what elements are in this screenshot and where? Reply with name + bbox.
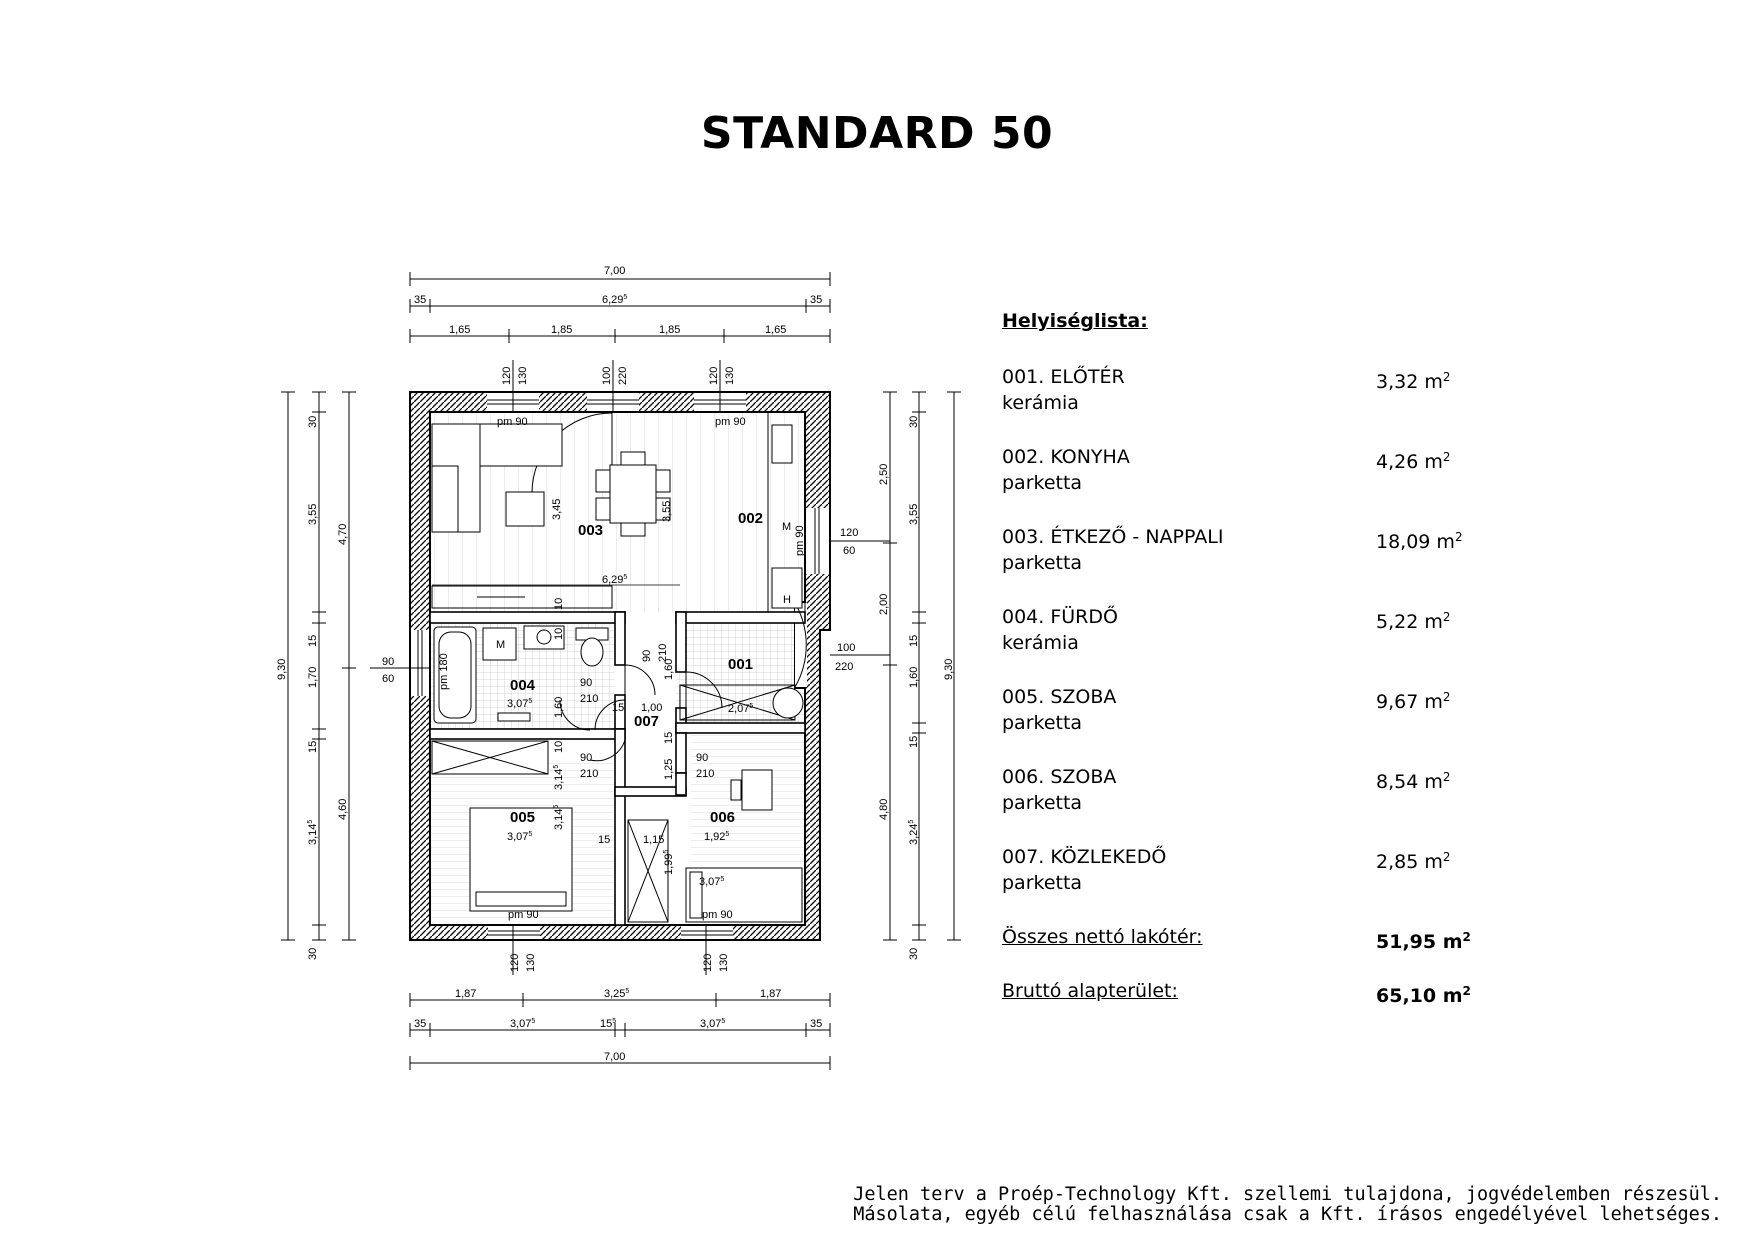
door-006-width: 90 (696, 752, 709, 764)
win-side-h: 60 (843, 545, 856, 557)
dim-right-seg-2: 3,55 (908, 503, 920, 525)
door-entry-h: 220 (835, 661, 854, 673)
room-entry (1002, 844, 1522, 924)
room-entry (1002, 364, 1522, 444)
dim-bottom-wall-r: 35 (810, 1018, 823, 1030)
dim-top-seg-4: 1,65 (765, 324, 787, 336)
dim-bottom-wall-l: 35 (414, 1018, 427, 1030)
dim-door-wall-a: 15 (598, 834, 611, 846)
door-main-w: 100 (601, 366, 613, 385)
door-001-width: 90 (641, 649, 653, 662)
win-1-h: 130 (517, 366, 529, 385)
win-bath-w: 90 (382, 656, 395, 668)
copyright-notice (853, 1185, 1722, 1225)
net-area-label: Összes nettó lakótér: (1002, 926, 1203, 948)
tag-m-b: M (782, 521, 792, 533)
dim-left-seg-6: 3,14$^5$ (307, 819, 319, 845)
door-main-h: 220 (617, 366, 629, 385)
room-floor: kerámia (1002, 632, 1079, 654)
room-number-005: 005 (510, 809, 536, 826)
dim-001-width: 2,07$^5$ (728, 703, 754, 715)
room-number-007: 007 (634, 713, 660, 730)
net-area-value: 51,95 $m^2$ (1376, 930, 1471, 953)
room-name: 004. FÜRDŐ (1002, 606, 1118, 628)
door-entry-w: 100 (837, 642, 856, 654)
dim-top-wall-r: 35 (810, 294, 823, 306)
tag-m-a: M (496, 639, 506, 651)
dim-left-seg-4: 1,70 (307, 666, 319, 688)
tag-pm90-d: pm 90 (702, 909, 733, 921)
dim-left-seg-3: 15 (307, 634, 319, 647)
dim-door-wall-c: 15 (663, 731, 675, 744)
dim-door-wall-b: 15 (612, 702, 625, 714)
room-floor: parketta (1002, 712, 1083, 734)
room-floor: parketta (1002, 472, 1083, 494)
tag-pm90-e: pm 90 (794, 525, 806, 556)
dim-004-width: 3,07$^5$ (507, 698, 533, 710)
room-area: 8,54 $m^2$ (1376, 770, 1451, 793)
room-number-006: 006 (710, 809, 736, 826)
dim-006-bed: 3,07$^5$ (699, 876, 725, 888)
room-area: 3,32 $m^2$ (1376, 370, 1451, 393)
dim-corridor-depth-2: 3,14$^5$ (553, 764, 565, 790)
tag-pm90-b: pm 90 (715, 416, 746, 428)
room-name: 005. SZOBA (1002, 686, 1117, 708)
dim-right-room-3: 4,80 (878, 798, 890, 820)
dim-005-width: 3,07$^5$ (507, 831, 533, 843)
dim-right-overall: 9,30 (943, 658, 955, 680)
room-area: 18,09 $m^2$ (1376, 530, 1463, 553)
dim-right-seg-7: 30 (908, 947, 920, 960)
dim-sill-c: 10 (553, 740, 565, 753)
dim-left-lower: 4,60 (337, 798, 349, 820)
room-list (1002, 310, 1522, 1032)
dim-left-seg-2: 3,55 (307, 503, 319, 525)
win-2-w: 120 (708, 366, 720, 385)
dim-bottom-inner-2: $15^5$ (600, 1018, 617, 1030)
page-title: STANDARD 50 (700, 108, 1054, 159)
room-name: 007. KÖZLEKEDŐ (1002, 846, 1167, 868)
door-005-width: 90 (580, 752, 593, 764)
dim-right-seg-3: 15 (908, 634, 920, 647)
dim-003-width: 6,29$^5$ (602, 574, 628, 586)
win-2-h: 130 (724, 366, 736, 385)
dim-top-seg-2: 1,85 (551, 324, 573, 336)
door-006-height: 210 (696, 768, 715, 780)
dim-corridor-width: 1,15 (643, 834, 665, 846)
room-list-heading: Helyiséglista: (1002, 310, 1148, 332)
win-bath-h: 60 (382, 673, 395, 685)
tag-pm180: pm 180 (438, 653, 450, 690)
copyright-line-2: Másolata, egyéb célú felhasználása csak a Kft. írásos engedélyével lehetséges. (853, 1204, 1722, 1225)
dim-left-upper: 4,70 (337, 523, 349, 545)
dim-007-depth: 1,25 (663, 758, 675, 780)
room-number-002: 002 (738, 510, 764, 527)
win-3-h: 130 (525, 953, 537, 972)
dim-right-room-2: 2,00 (878, 593, 890, 615)
dim-left-seg-1: 30 (307, 415, 319, 428)
dim-right-seg-6: 3,24$^5$ (908, 819, 920, 845)
dim-left-seg-5: 15 (307, 740, 319, 753)
room-floor: parketta (1002, 792, 1083, 814)
dim-right-seg-4: 1,60 (908, 666, 920, 688)
dim-bottom-inner-1: 3,07$^5$ (510, 1018, 536, 1030)
tag-pm90-a: pm 90 (497, 416, 528, 428)
room-area: 5,22 $m^2$ (1376, 610, 1451, 633)
win-side-w: 120 (840, 527, 859, 539)
room-name: 006. SZOBA (1002, 766, 1117, 788)
dim-bottom-inner-3: 3,07$^5$ (700, 1018, 726, 1030)
dim-160-a: 1,60 (553, 696, 565, 718)
net-area-row (1002, 924, 1522, 978)
dim-top-seg-3: 1,85 (659, 324, 681, 336)
dim-corridor-depth: 1,99$^5$ (663, 849, 675, 875)
dim-bottom-overall: 7,00 (604, 1051, 626, 1063)
dim-005-depth: 3,14$^5$ (553, 804, 565, 830)
gross-area-label: Bruttó alapterület: (1002, 980, 1178, 1002)
door-004-width: 90 (580, 677, 593, 689)
room-floor: parketta (1002, 872, 1083, 894)
door-004-height: 210 (580, 693, 599, 705)
win-1-w: 120 (501, 366, 513, 385)
dim-top-seg-1: 1,65 (449, 324, 471, 336)
door-005-height: 210 (580, 768, 599, 780)
tag-pm90-c: pm 90 (508, 909, 539, 921)
dim-left-overall: 9,30 (276, 658, 288, 680)
dim-bottom-seg-2: 3,25$^5$ (604, 988, 630, 1000)
win-4-h: 130 (718, 953, 730, 972)
room-name: 003. ÉTKEZŐ - NAPPALI (1002, 526, 1224, 548)
dim-bottom-seg-1: 1,87 (455, 988, 477, 1000)
room-entry (1002, 444, 1522, 524)
dim-003-depth: 3,45 (551, 498, 563, 520)
room-entry (1002, 684, 1522, 764)
copyright-line-1: Jelen terv a Proép-Technology Kft. szellemi tulajdona, jogvédelemben részesül. (853, 1184, 1722, 1205)
room-area: 2,85 $m^2$ (1376, 850, 1451, 873)
dim-sill-b: 10 (553, 627, 565, 640)
room-entry (1002, 604, 1522, 684)
dim-left-seg-7: 30 (307, 947, 319, 960)
dim-002-depth: 3,55 (661, 500, 673, 522)
room-floor: parketta (1002, 552, 1083, 574)
win-3-w: 120 (509, 953, 521, 972)
dim-160-b: 1,60 (663, 658, 675, 680)
gross-area-row (1002, 978, 1522, 1032)
dim-007-width: 1,00 (641, 702, 663, 714)
dim-top-wall-l: 35 (414, 294, 427, 306)
room-area: 9,67 $m^2$ (1376, 690, 1451, 713)
room-number-001: 001 (728, 656, 754, 673)
room-name: 001. ELŐTÉR (1002, 366, 1125, 388)
dim-bottom-seg-3: 1,87 (760, 988, 782, 1000)
room-entry (1002, 764, 1522, 844)
gross-area-value: 65,10 $m^2$ (1376, 984, 1471, 1007)
room-number-003: 003 (578, 522, 604, 539)
door-001-height: 210 (657, 643, 669, 662)
dim-right-room-1: 2,50 (878, 463, 890, 485)
tag-h: H (783, 594, 791, 606)
dim-top-inner: 6,29$^5$ (602, 294, 628, 306)
room-number-004: 004 (510, 677, 536, 694)
dim-right-seg-5: 15 (908, 735, 920, 748)
dim-top-overall: 7,00 (604, 265, 626, 277)
room-area: 4,26 $m^2$ (1376, 450, 1451, 473)
dim-006-width: 1,92$^5$ (704, 831, 730, 843)
room-floor: kerámia (1002, 392, 1079, 414)
room-name: 002. KONYHA (1002, 446, 1130, 468)
dim-right-seg-1: 30 (908, 415, 920, 428)
win-4-w: 120 (702, 953, 714, 972)
room-entry (1002, 524, 1522, 604)
dim-sill-a: 10 (553, 597, 565, 610)
